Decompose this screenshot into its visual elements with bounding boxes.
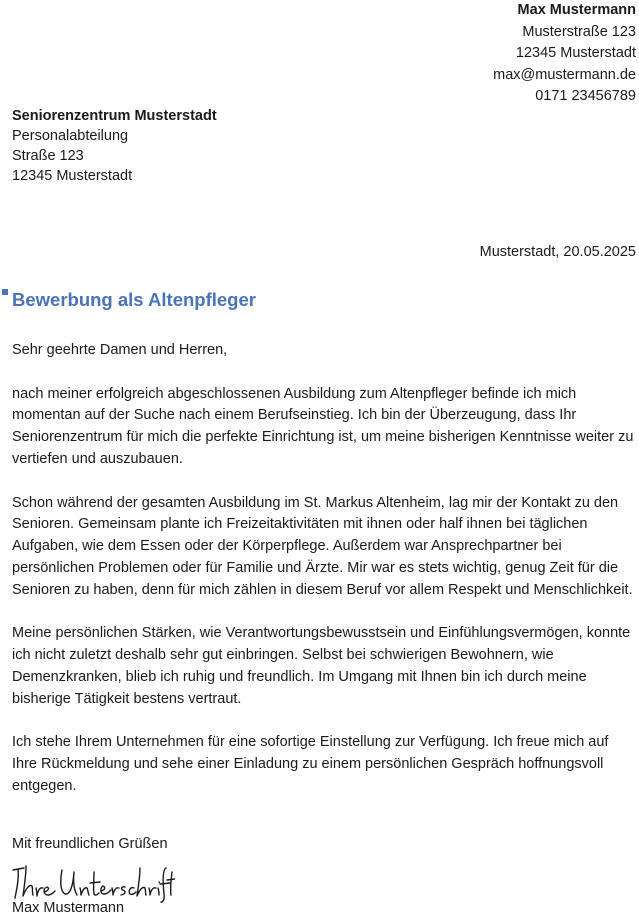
closing: Mit freundlichen Grüßen <box>12 836 168 852</box>
recipient-department: Personalabteilung <box>12 128 129 144</box>
recipient-organization: Seniorenzentrum Musterstadt <box>12 108 217 124</box>
signed-name: Max Mustermann <box>12 900 125 916</box>
body-paragraph-2: Schon während der gesamten Ausbildung im St. Markus Altenheim, lag mir der Kontakt zu den Senioren. Gemeinsam plante ich Freizeitaktivitäten mit ihnen oder half ihnen bei täglichen Aufgaben, wie dem Essen oder der Körperpflege. Außerdem war Ansprechpartner bei persönlichen Problemen oder für Familie und Ärzte. Mir war es stets wichtig, genug Zeit für die Senioren zu haben, denn für mich zählen in diesem Beruf vor allem Respekt und Menschlichkeit. <box>12 494 633 598</box>
recipient-street: Straße 123 <box>12 148 84 164</box>
body-paragraph-3: Meine persönlichen Stärken, wie Verantwortungsbewusstsein und Einfühlungsvermögen, konnte ich nicht zuletzt deshalb sehr gut einbringen. Selbst bei schwierigen Bewohnern, wie Demenzkranken, blieb ich ruhig und freundlich. Im Umgang mit Ihnen bin ich durch meine bisherige Tätigkeit bestens vertraut. <box>12 625 631 707</box>
sender-phone: 0171 23456789 <box>535 88 636 104</box>
sender-street: Musterstraße 123 <box>522 23 636 40</box>
salutation: Sehr geehrte Damen und Herren, <box>12 342 228 358</box>
recipient-block <box>12 106 217 186</box>
body-paragraph-4: Ich stehe Ihrem Unternehmen für eine sofortige Einstellung zur Verfügung. Ich freue mich auf Ihre Rückmeldung und sehe einer Einladung zu einem persönlichen Gespräch hoffnungsvoll entgegen. <box>12 734 609 794</box>
sender-email: max@mustermann.de <box>493 66 636 83</box>
letter-date: Musterstadt, 20.05.2025 <box>479 244 636 260</box>
sender-block <box>493 0 636 108</box>
sender-city: 12345 Musterstadt <box>515 45 636 61</box>
recipient-city: 12345 Musterstadt <box>12 168 133 184</box>
body-paragraph-1: nach meiner erfolgreich abgeschlossenen Ausbildung zum Altenpfleger befinde ich mich momentan auf der Suche nach einem Berufseinstieg. Ich bin der Überzeugung, dass Ihr Seniorenzentrum für mich die perfekte Einrichtung ist, um meine bisherigen Kenntnisse weiter zu vertiefen und auszubauen. <box>12 385 634 467</box>
letter-subject: Bewerbung als Altenpfleger <box>12 289 256 310</box>
sender-name: Max Mustermann <box>517 2 636 18</box>
subject-marker <box>2 289 8 295</box>
letter-body <box>12 340 636 820</box>
handwritten-signature <box>10 858 175 904</box>
